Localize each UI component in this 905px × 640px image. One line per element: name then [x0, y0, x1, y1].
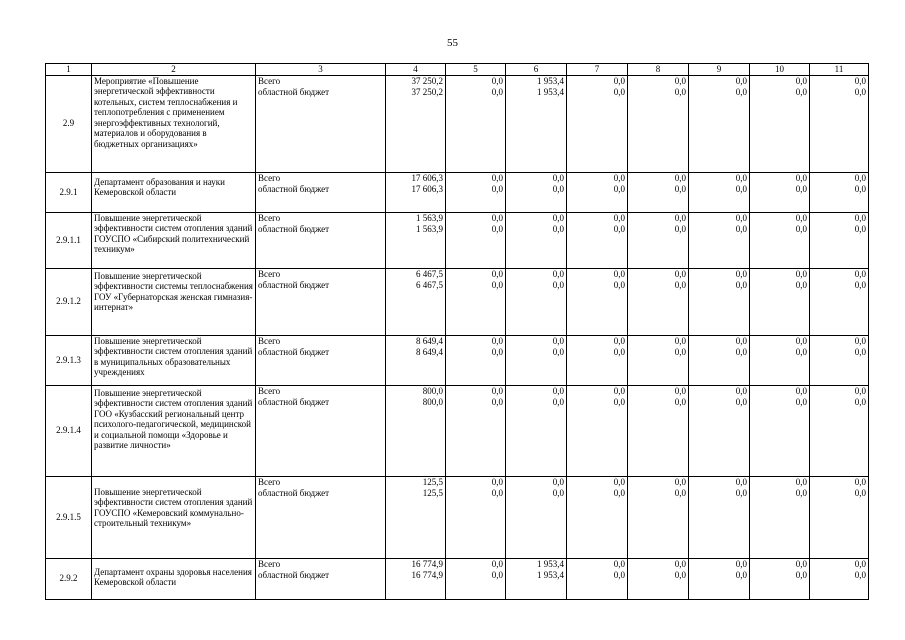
value-cell-col5 [446, 172, 506, 212]
value-cell-col5 [446, 268, 506, 335]
value: 1 563,9 [416, 212, 443, 223]
value: 0,0 [735, 212, 747, 223]
value-cell-col11 [810, 212, 869, 268]
value-cell-col7 [567, 212, 628, 268]
row-code: 2.9 [46, 75, 92, 172]
value: 0,0 [552, 385, 564, 396]
row-code: 2.9.1.3 [46, 335, 92, 385]
column-header-10: 10 [750, 64, 810, 76]
value-cell-col7 [567, 75, 628, 172]
value-cell-col9 [689, 212, 750, 268]
value: 0,0 [854, 476, 866, 487]
column-header-5: 5 [446, 64, 506, 76]
row-code: 2.9.1.4 [46, 385, 92, 476]
value: 8 649,4 [416, 346, 443, 357]
value: 0,0 [613, 335, 625, 346]
value: 0,0 [735, 335, 747, 346]
value: 0,0 [795, 223, 807, 234]
column-header-3: 3 [256, 64, 386, 76]
value: 0,0 [613, 75, 625, 86]
value: 0,0 [674, 212, 686, 223]
value: 800,0 [422, 396, 443, 407]
value: 0,0 [674, 223, 686, 234]
value-cell-col7 [567, 558, 628, 599]
value: 0,0 [552, 183, 564, 194]
value: 0,0 [795, 346, 807, 357]
table-row [46, 558, 869, 599]
value-cell-col5 [446, 558, 506, 599]
value: 0,0 [795, 385, 807, 396]
row-name: Департамент охраны здоровья населения Кемеровской области [94, 566, 252, 587]
value: 0,0 [735, 346, 747, 357]
source-cell [256, 172, 386, 212]
value: 0,0 [613, 558, 625, 569]
value-cell-col4 [386, 476, 446, 558]
value-cell-col8 [628, 172, 689, 212]
value: 0,0 [735, 476, 747, 487]
source-cell [256, 75, 386, 172]
value: 0,0 [854, 172, 866, 183]
value-cell-col5 [446, 212, 506, 268]
value: 0,0 [674, 268, 686, 279]
source-total: Всего [258, 75, 281, 86]
value: 0,0 [795, 569, 807, 580]
value-cell-col11 [810, 75, 869, 172]
value: 1 953,4 [537, 569, 564, 580]
value-cell-col8 [628, 75, 689, 172]
table-row [46, 75, 869, 172]
value: 0,0 [613, 346, 625, 357]
value: 0,0 [613, 212, 625, 223]
value: 0,0 [854, 212, 866, 223]
row-code: 2.9.2 [46, 558, 92, 599]
value: 0,0 [613, 487, 625, 498]
column-header-2: 2 [92, 64, 256, 76]
value-cell-col5 [446, 75, 506, 172]
value: 0,0 [854, 183, 866, 194]
value: 0,0 [613, 569, 625, 580]
row-name-cell [92, 385, 256, 476]
value: 0,0 [552, 268, 564, 279]
value: 0,0 [735, 268, 747, 279]
value: 0,0 [735, 487, 747, 498]
value-cell-col6 [506, 172, 567, 212]
source-total: Всего [258, 385, 281, 396]
value: 0,0 [735, 172, 747, 183]
value: 0,0 [491, 75, 503, 86]
page-number: 55 [447, 37, 458, 49]
value: 16 774,9 [411, 558, 443, 569]
source-regional-budget: областной бюджет [258, 183, 330, 194]
source-total: Всего [258, 212, 281, 223]
value: 0,0 [491, 335, 503, 346]
value: 0,0 [854, 279, 866, 290]
value: 0,0 [613, 172, 625, 183]
value: 0,0 [613, 183, 625, 194]
table-body [46, 75, 869, 599]
value-cell-col8 [628, 476, 689, 558]
row-name: Мероприятие «Повышение энергетической эффективности котельных, систем теплоснабжения и теплопотребления с применением энергоэффективных технологий, материалов и оборудования в бюджетных организациях» [94, 75, 238, 149]
value: 37 250,2 [411, 86, 443, 97]
value-cell-col9 [689, 385, 750, 476]
row-name: Повышение энергетической эффективности систем отопления зданий в муниципальных образовательных учреждениях [94, 335, 253, 377]
value: 0,0 [674, 569, 686, 580]
value: 0,0 [491, 569, 503, 580]
value-cell-col5 [446, 335, 506, 385]
value-cell-col4 [386, 335, 446, 385]
value: 0,0 [552, 223, 564, 234]
value: 0,0 [795, 75, 807, 86]
value: 1 953,4 [537, 86, 564, 97]
value-cell-col11 [810, 385, 869, 476]
source-cell [256, 476, 386, 558]
value: 0,0 [552, 279, 564, 290]
value: 0,0 [613, 385, 625, 396]
value: 0,0 [674, 487, 686, 498]
value: 800,0 [422, 385, 443, 396]
value: 8 649,4 [416, 335, 443, 346]
value: 0,0 [552, 476, 564, 487]
value-cell-col4 [386, 558, 446, 599]
value: 0,0 [491, 223, 503, 234]
value: 125,5 [422, 487, 443, 498]
value-cell-col7 [567, 268, 628, 335]
value: 0,0 [491, 172, 503, 183]
value: 0,0 [795, 335, 807, 346]
value: 0,0 [735, 86, 747, 97]
value-cell-col9 [689, 476, 750, 558]
table-row [46, 476, 869, 558]
value-cell-col6 [506, 476, 567, 558]
row-code: 2.9.1.5 [46, 476, 92, 558]
row-name-cell [92, 476, 256, 558]
value: 0,0 [491, 385, 503, 396]
value: 1 953,4 [537, 558, 564, 569]
value-cell-col9 [689, 335, 750, 385]
value: 6 467,5 [416, 279, 443, 290]
column-header-4: 4 [386, 64, 446, 76]
value: 0,0 [552, 212, 564, 223]
value: 0,0 [613, 268, 625, 279]
value: 125,5 [422, 476, 443, 487]
value-cell-col8 [628, 558, 689, 599]
value: 0,0 [854, 346, 866, 357]
column-header-1: 1 [46, 64, 92, 76]
row-name: Департамент образования и науки Кемеровской области [94, 176, 225, 197]
value: 17 606,3 [411, 172, 443, 183]
value-cell-col6 [506, 335, 567, 385]
source-cell [256, 385, 386, 476]
value: 0,0 [854, 75, 866, 86]
table-row [46, 172, 869, 212]
value: 0,0 [735, 75, 747, 86]
value: 0,0 [491, 396, 503, 407]
value-cell-col10 [750, 385, 810, 476]
value: 0,0 [613, 86, 625, 97]
value-cell-col6 [506, 385, 567, 476]
value: 0,0 [491, 558, 503, 569]
value: 0,0 [613, 279, 625, 290]
value: 0,0 [674, 558, 686, 569]
value: 0,0 [552, 346, 564, 357]
value-cell-col10 [750, 335, 810, 385]
header-row [46, 64, 869, 76]
value-cell-col10 [750, 268, 810, 335]
table-row [46, 385, 869, 476]
row-name-cell [92, 268, 256, 335]
source-cell [256, 558, 386, 599]
value-cell-col5 [446, 476, 506, 558]
value-cell-col11 [810, 268, 869, 335]
value: 0,0 [674, 279, 686, 290]
value: 0,0 [854, 335, 866, 346]
column-header-7: 7 [567, 64, 628, 76]
value: 0,0 [674, 335, 686, 346]
source-total: Всего [258, 476, 281, 487]
value: 0,0 [491, 346, 503, 357]
row-name: Повышение энергетической эффективности систем отопления зданий ГОУСПО «Кемеровский коммунально-строительный техникум» [94, 486, 253, 528]
table-row [46, 268, 869, 335]
value-cell-col6 [506, 212, 567, 268]
column-header-6: 6 [506, 64, 567, 76]
value: 6 467,5 [416, 268, 443, 279]
value: 0,0 [613, 396, 625, 407]
source-regional-budget: областной бюджет [258, 569, 330, 580]
value-cell-col10 [750, 212, 810, 268]
value-cell-col9 [689, 558, 750, 599]
value-cell-col6 [506, 75, 567, 172]
row-code: 2.9.1.1 [46, 212, 92, 268]
value: 0,0 [674, 183, 686, 194]
value-cell-col4 [386, 385, 446, 476]
value: 0,0 [491, 476, 503, 487]
value-cell-col9 [689, 75, 750, 172]
row-name: Повышение энергетической эффективности системы теплоснабжения ГОУ «Губернаторская женская гимназия-интернат» [94, 270, 253, 312]
value: 0,0 [795, 487, 807, 498]
value-cell-col7 [567, 476, 628, 558]
source-regional-budget: областной бюджет [258, 487, 330, 498]
value: 0,0 [491, 183, 503, 194]
value: 0,0 [795, 86, 807, 97]
value: 0,0 [854, 385, 866, 396]
value-cell-col4 [386, 172, 446, 212]
value: 0,0 [795, 558, 807, 569]
value: 0,0 [795, 268, 807, 279]
value: 0,0 [854, 558, 866, 569]
row-name: Повышение энергетической эффективности систем отопления зданий ГОО «Кузбасский региональный центр психолого-педагогической, медицинской и социальной помощи «Здоровье и развитие личности» [94, 387, 253, 450]
value-cell-col6 [506, 558, 567, 599]
value: 0,0 [795, 212, 807, 223]
value: 0,0 [674, 476, 686, 487]
value: 0,0 [491, 212, 503, 223]
budget-table [45, 63, 869, 600]
source-regional-budget: областной бюджет [258, 396, 330, 407]
value: 0,0 [491, 279, 503, 290]
value: 0,0 [674, 75, 686, 86]
value: 0,0 [735, 569, 747, 580]
value: 0,0 [674, 172, 686, 183]
value-cell-col4 [386, 212, 446, 268]
value: 0,0 [674, 396, 686, 407]
value-cell-col7 [567, 172, 628, 212]
value-cell-col10 [750, 558, 810, 599]
value-cell-col11 [810, 335, 869, 385]
value-cell-col6 [506, 268, 567, 335]
table-row [46, 335, 869, 385]
value: 0,0 [552, 396, 564, 407]
value: 0,0 [735, 183, 747, 194]
value: 0,0 [491, 487, 503, 498]
row-code: 2.9.1 [46, 172, 92, 212]
row-code: 2.9.1.2 [46, 268, 92, 335]
source-cell [256, 335, 386, 385]
value-cell-col8 [628, 268, 689, 335]
value: 0,0 [854, 487, 866, 498]
row-name-cell [92, 335, 256, 385]
row-name-cell [92, 172, 256, 212]
value: 0,0 [735, 396, 747, 407]
value: 0,0 [795, 183, 807, 194]
source-cell [256, 268, 386, 335]
value-cell-col10 [750, 172, 810, 212]
value: 0,0 [735, 385, 747, 396]
value: 0,0 [674, 86, 686, 97]
value: 16 774,9 [411, 569, 443, 580]
value: 0,0 [491, 86, 503, 97]
value-cell-col9 [689, 268, 750, 335]
table-row [46, 212, 869, 268]
value: 0,0 [854, 396, 866, 407]
value: 0,0 [735, 223, 747, 234]
value-cell-col11 [810, 558, 869, 599]
value: 0,0 [674, 346, 686, 357]
value: 0,0 [552, 335, 564, 346]
value: 1 953,4 [537, 75, 564, 86]
value: 0,0 [795, 279, 807, 290]
value-cell-col8 [628, 212, 689, 268]
value-cell-col7 [567, 335, 628, 385]
value: 0,0 [613, 223, 625, 234]
value: 0,0 [795, 396, 807, 407]
value: 17 606,3 [411, 183, 443, 194]
source-total: Всего [258, 172, 281, 183]
value-cell-col11 [810, 172, 869, 212]
value: 0,0 [854, 86, 866, 97]
value: 0,0 [854, 268, 866, 279]
column-header-9: 9 [689, 64, 750, 76]
source-regional-budget: областной бюджет [258, 86, 330, 97]
value-cell-col8 [628, 335, 689, 385]
value: 0,0 [795, 476, 807, 487]
row-name-cell [92, 75, 256, 172]
value: 0,0 [674, 385, 686, 396]
row-name-cell [92, 558, 256, 599]
value: 1 563,9 [416, 223, 443, 234]
value: 0,0 [854, 223, 866, 234]
value-cell-col7 [567, 385, 628, 476]
value: 0,0 [735, 558, 747, 569]
value-cell-col9 [689, 172, 750, 212]
value: 0,0 [735, 279, 747, 290]
column-header-8: 8 [628, 64, 689, 76]
row-name-cell [92, 212, 256, 268]
source-regional-budget: областной бюджет [258, 346, 330, 357]
value-cell-col8 [628, 385, 689, 476]
source-total: Всего [258, 268, 281, 279]
value: 0,0 [613, 476, 625, 487]
value: 0,0 [491, 268, 503, 279]
source-total: Всего [258, 558, 281, 569]
value-cell-col11 [810, 476, 869, 558]
value: 0,0 [552, 172, 564, 183]
source-regional-budget: областной бюджет [258, 223, 330, 234]
column-header-11: 11 [810, 64, 869, 76]
value: 0,0 [854, 569, 866, 580]
source-total: Всего [258, 335, 281, 346]
source-cell [256, 212, 386, 268]
value-cell-col10 [750, 476, 810, 558]
value-cell-col4 [386, 75, 446, 172]
value-cell-col5 [446, 385, 506, 476]
value: 0,0 [795, 172, 807, 183]
value-cell-col10 [750, 75, 810, 172]
source-regional-budget: областной бюджет [258, 279, 330, 290]
row-name: Повышение энергетической эффективности систем отопления зданий ГОУСПО «Сибирский политехнический техникум» [94, 212, 253, 254]
value-cell-col4 [386, 268, 446, 335]
value: 0,0 [552, 487, 564, 498]
value: 37 250,2 [411, 75, 443, 86]
